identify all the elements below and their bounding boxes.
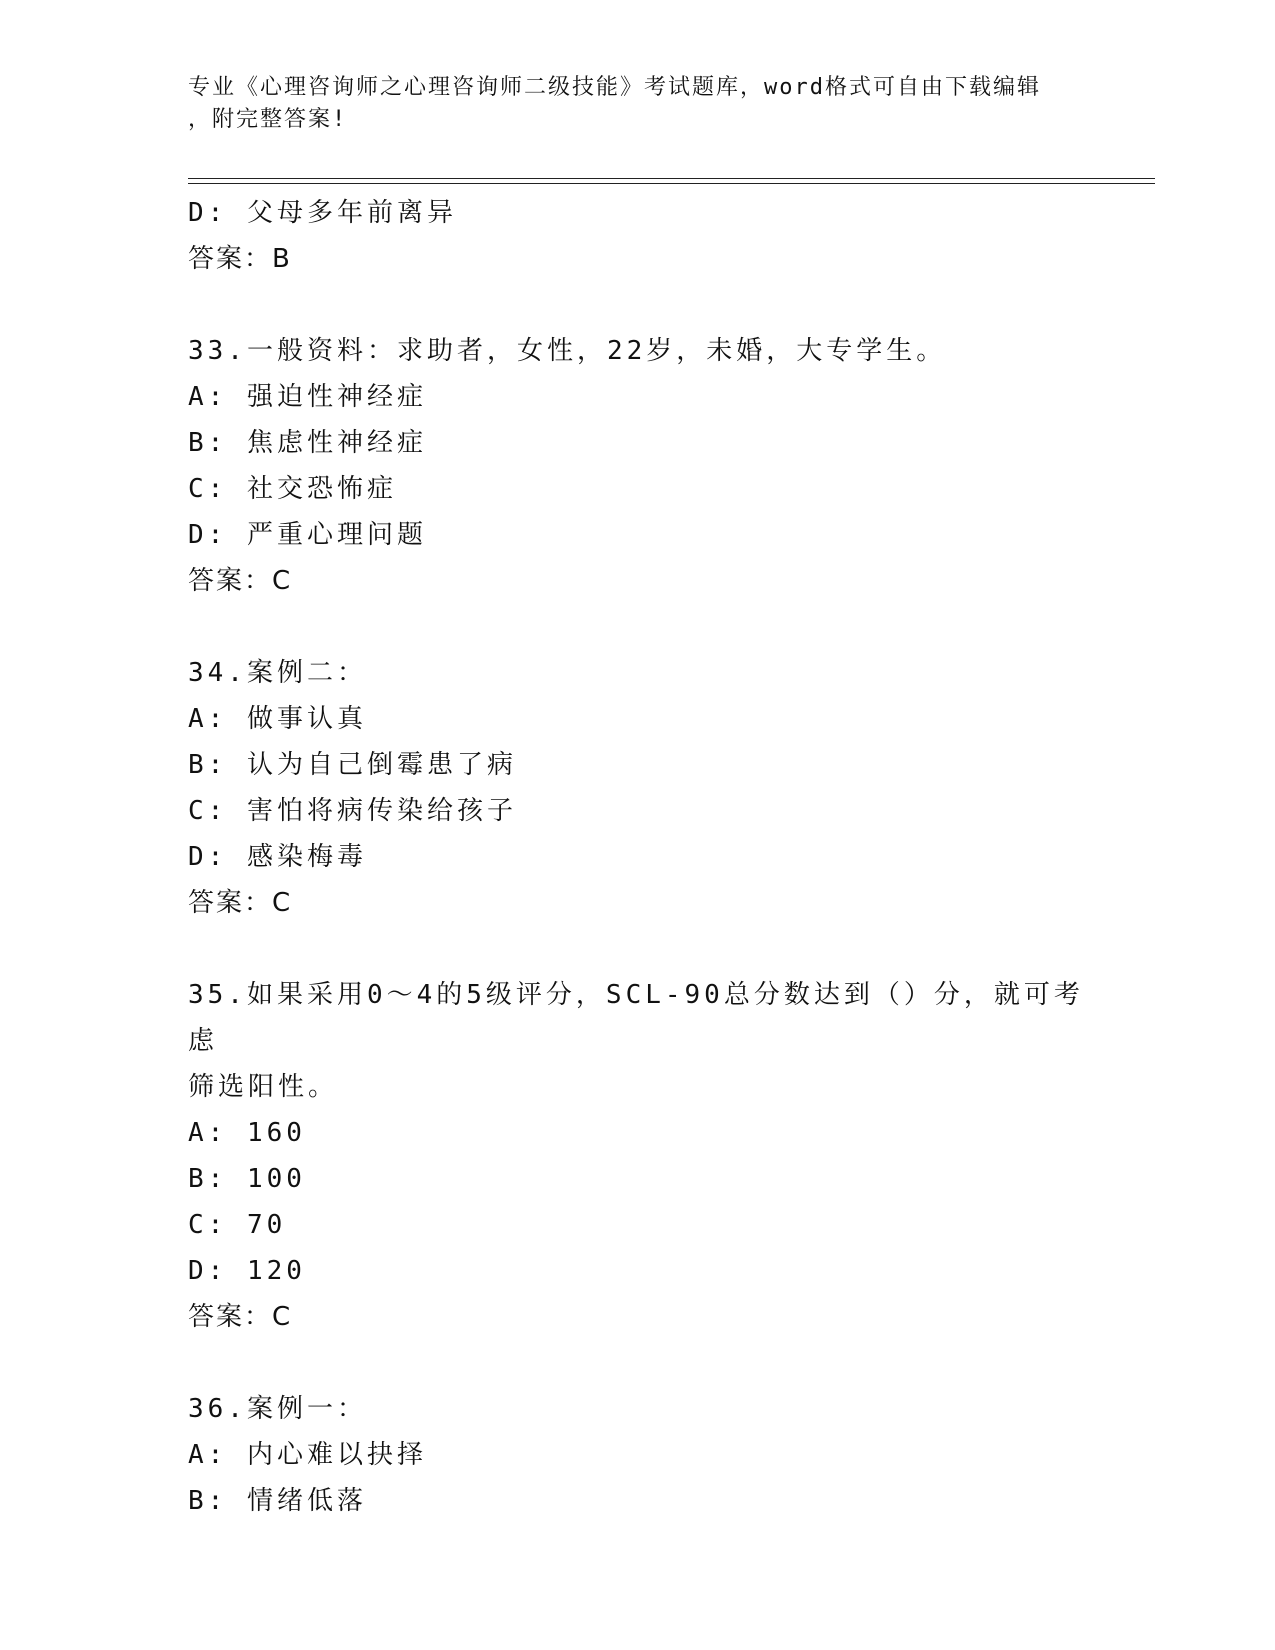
- answer-line: 答案：C: [188, 566, 293, 596]
- question-list: [188, 190, 1088, 1524]
- option-d: D: 严重心理问题: [188, 520, 427, 550]
- spacer: [188, 604, 1088, 650]
- option-b: B: 焦虑性神经症: [188, 428, 427, 458]
- option-d: D: 120: [188, 1256, 306, 1286]
- option-a: A: 强迫性神经症: [188, 382, 427, 412]
- header-divider-top: [188, 178, 1155, 179]
- option-b: B: 认为自己倒霉患了病: [188, 750, 517, 780]
- option-c: C: 社交恐怖症: [188, 474, 397, 504]
- option-b: B: 情绪低落: [188, 1486, 367, 1516]
- header-line-1: 专业《心理咨询师之心理咨询师二级技能》考试题库，word格式可自由下载编辑: [188, 75, 1041, 100]
- answer-line: 答案：C: [188, 888, 293, 918]
- question-36: [188, 1386, 1088, 1524]
- question-stem: 33.一般资料：求助者，女性，22岁，未婚，大专学生。: [188, 336, 947, 366]
- question-stem: 34.案例二：: [188, 658, 367, 688]
- header-divider-bottom: [188, 183, 1155, 184]
- question-34: [188, 650, 1088, 926]
- document-header: [188, 72, 1058, 136]
- question-stem: 36.案例一：: [188, 1394, 367, 1424]
- answer-line: 答案：C: [188, 1302, 293, 1332]
- question-stem-line-2: 筛选阳性。: [188, 1072, 339, 1102]
- option-d: D: 父母多年前离异: [188, 198, 457, 228]
- question-35: [188, 972, 1088, 1340]
- spacer: [188, 926, 1088, 972]
- question-33: [188, 328, 1088, 604]
- option-d: D: 感染梅毒: [188, 842, 367, 872]
- spacer: [188, 282, 1088, 328]
- answer-line: 答案：B: [188, 244, 292, 274]
- option-c: C: 70: [188, 1210, 287, 1240]
- header-line-2: ，附完整答案!: [188, 107, 348, 132]
- option-a: A: 160: [188, 1118, 306, 1148]
- option-c: C: 害怕将病传染给孩子: [188, 796, 517, 826]
- option-b: B: 100: [188, 1164, 306, 1194]
- option-a: A: 内心难以抉择: [188, 1440, 427, 1470]
- option-a: A: 做事认真: [188, 704, 367, 734]
- question-stem-line-1: 35.如果采用0～4的5级评分，SCL-90总分数达到（）分，就可考虑: [188, 980, 1084, 1056]
- spacer: [188, 1340, 1088, 1386]
